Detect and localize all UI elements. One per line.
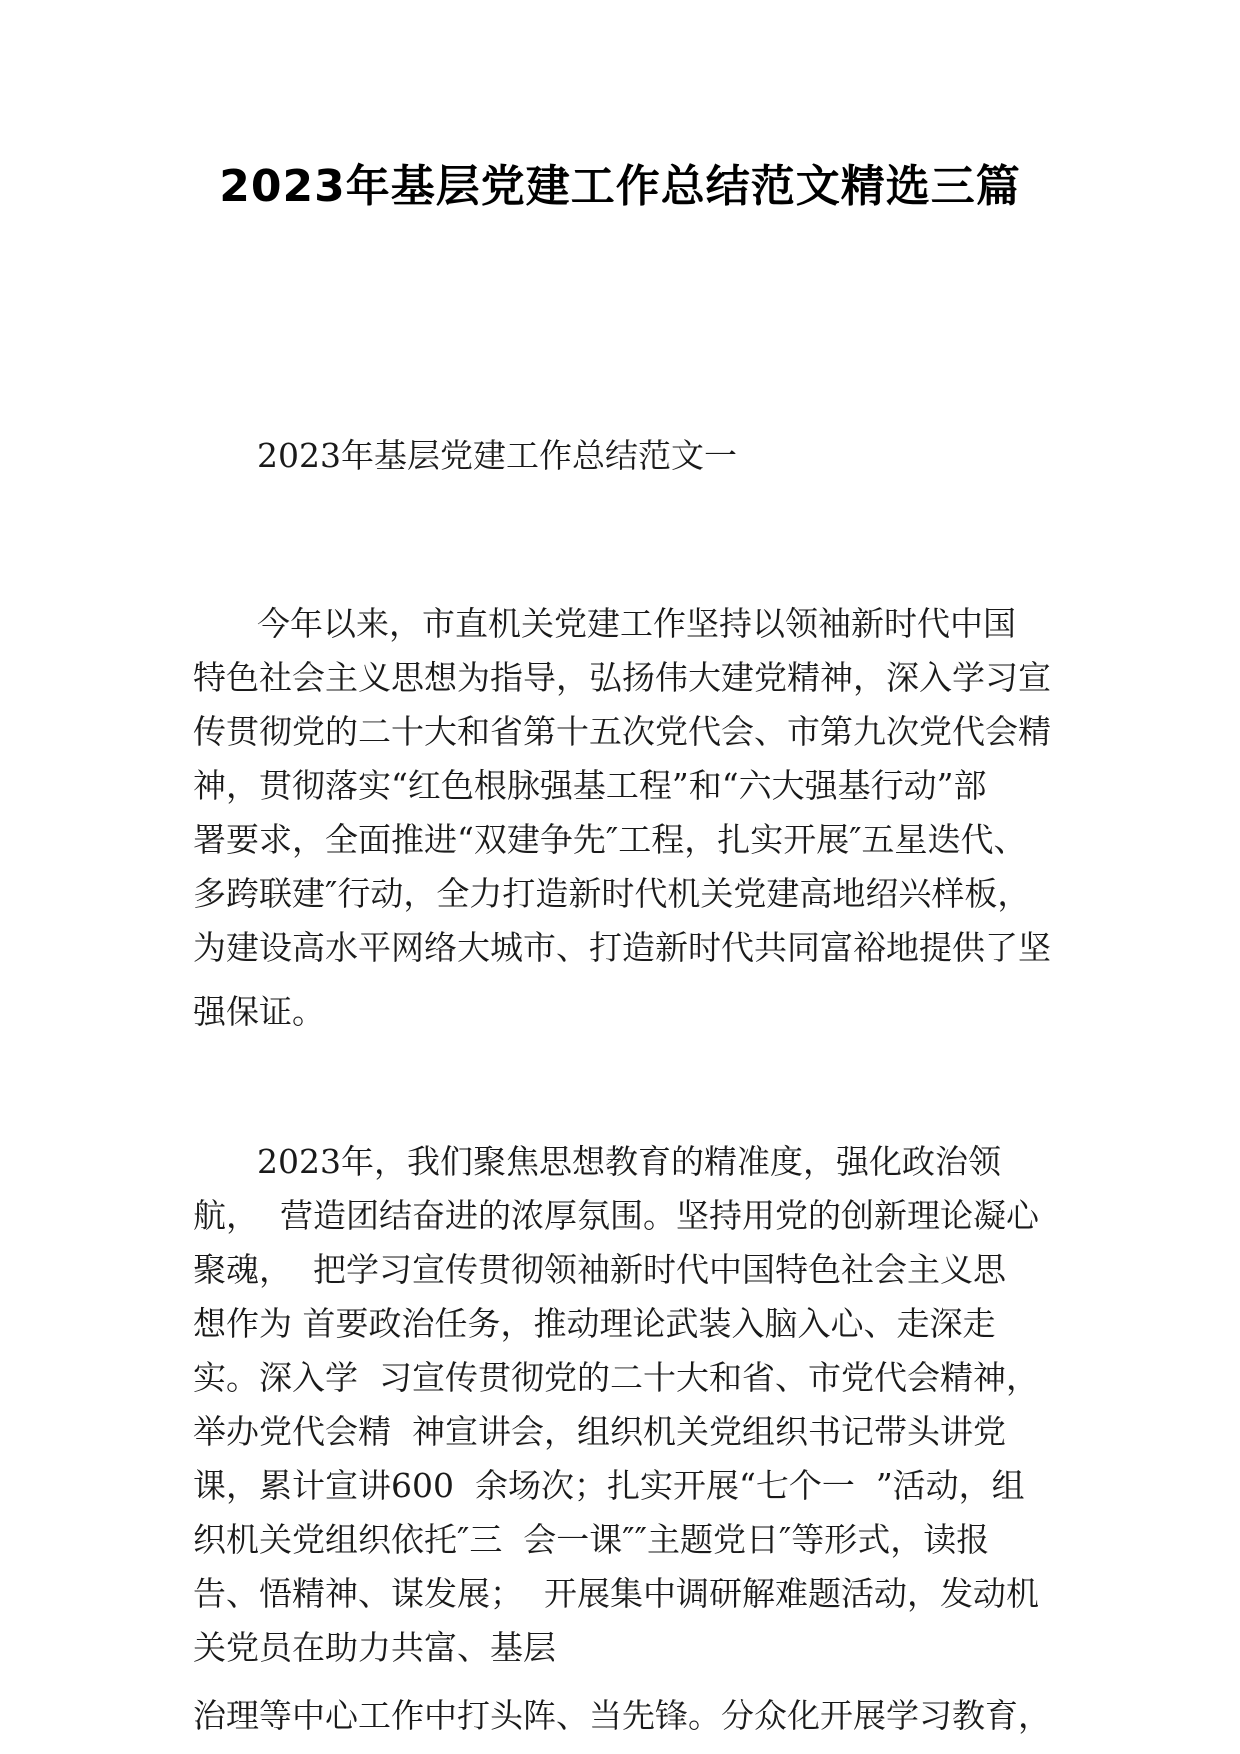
paragraph-line: 特色社会主义思想为指导，弘扬伟大建党精神，深入学习宣 xyxy=(193,658,1051,697)
paragraph-line: 署要求，全面推进“双建争先″工程，扎实开展″五星迭代、 xyxy=(193,820,1027,859)
paragraph-line: 告、悟精神、谋发展； 开展集中调研解难题活动，发动机 xyxy=(193,1574,1039,1613)
section-heading: 2023年基层党建工作总结范文一 xyxy=(257,436,737,475)
paragraph-2 xyxy=(193,1135,1073,1743)
paragraph-line: 举办党代会精 神宣讲会，组织机关党组织书记带头讲党 xyxy=(193,1412,1006,1451)
document-title: 2023年基层党建工作总结范文精选三篇 xyxy=(219,161,1021,212)
paragraph-line: 想作为 首要政治任务，推动理论武装入脑入心、走深走 xyxy=(193,1304,996,1343)
paragraph-line: 聚魂， 把学习宣传贯彻领袖新时代中国特色社会主义思 xyxy=(193,1250,1006,1289)
paragraph-line: 航， 营造团结奋进的浓厚氛围。坚持用党的创新理论凝心 xyxy=(193,1196,1039,1235)
paragraph-line: 为建设高水平网络大城市、打造新时代共同富裕地提供了坚 xyxy=(193,928,1051,967)
paragraph-line: 关党员在助力共富、基层 xyxy=(193,1628,556,1667)
paragraph-line: 神，贯彻落实“红色根脉强基工程”和“六大强基行动”部 xyxy=(193,766,987,805)
paragraph-1 xyxy=(193,597,1073,1039)
paragraph-line: 实。深入学 习宣传贯彻党的二十大和省、市党代会精神， xyxy=(193,1358,1039,1397)
paragraph-line: 今年以来，市直机关党建工作坚持以领袖新时代中国 xyxy=(257,604,1016,643)
paragraph-line: 多跨联建″行动，全力打造新时代机关党建高地绍兴样板， xyxy=(193,874,1031,913)
paragraph-line: 治理等中心工作中打头阵、当先锋。分众化开展学习教育， xyxy=(193,1696,1051,1735)
paragraph-line: 传贯彻党的二十大和省第十五次党代会、市第九次党代会精 xyxy=(193,712,1051,751)
paragraph-line: 课，累计宣讲600 余场次；扎实开展“七个一 ”活动，组 xyxy=(193,1466,1025,1505)
paragraph-line: 织机关党组织依托″三 会一课″″主题党日″等形式，读报 xyxy=(193,1520,990,1559)
paragraph-line: 2023年，我们聚焦思想教育的精准度，强化政治领 xyxy=(257,1142,1001,1181)
paragraph-line: 强保证。 xyxy=(193,992,325,1031)
